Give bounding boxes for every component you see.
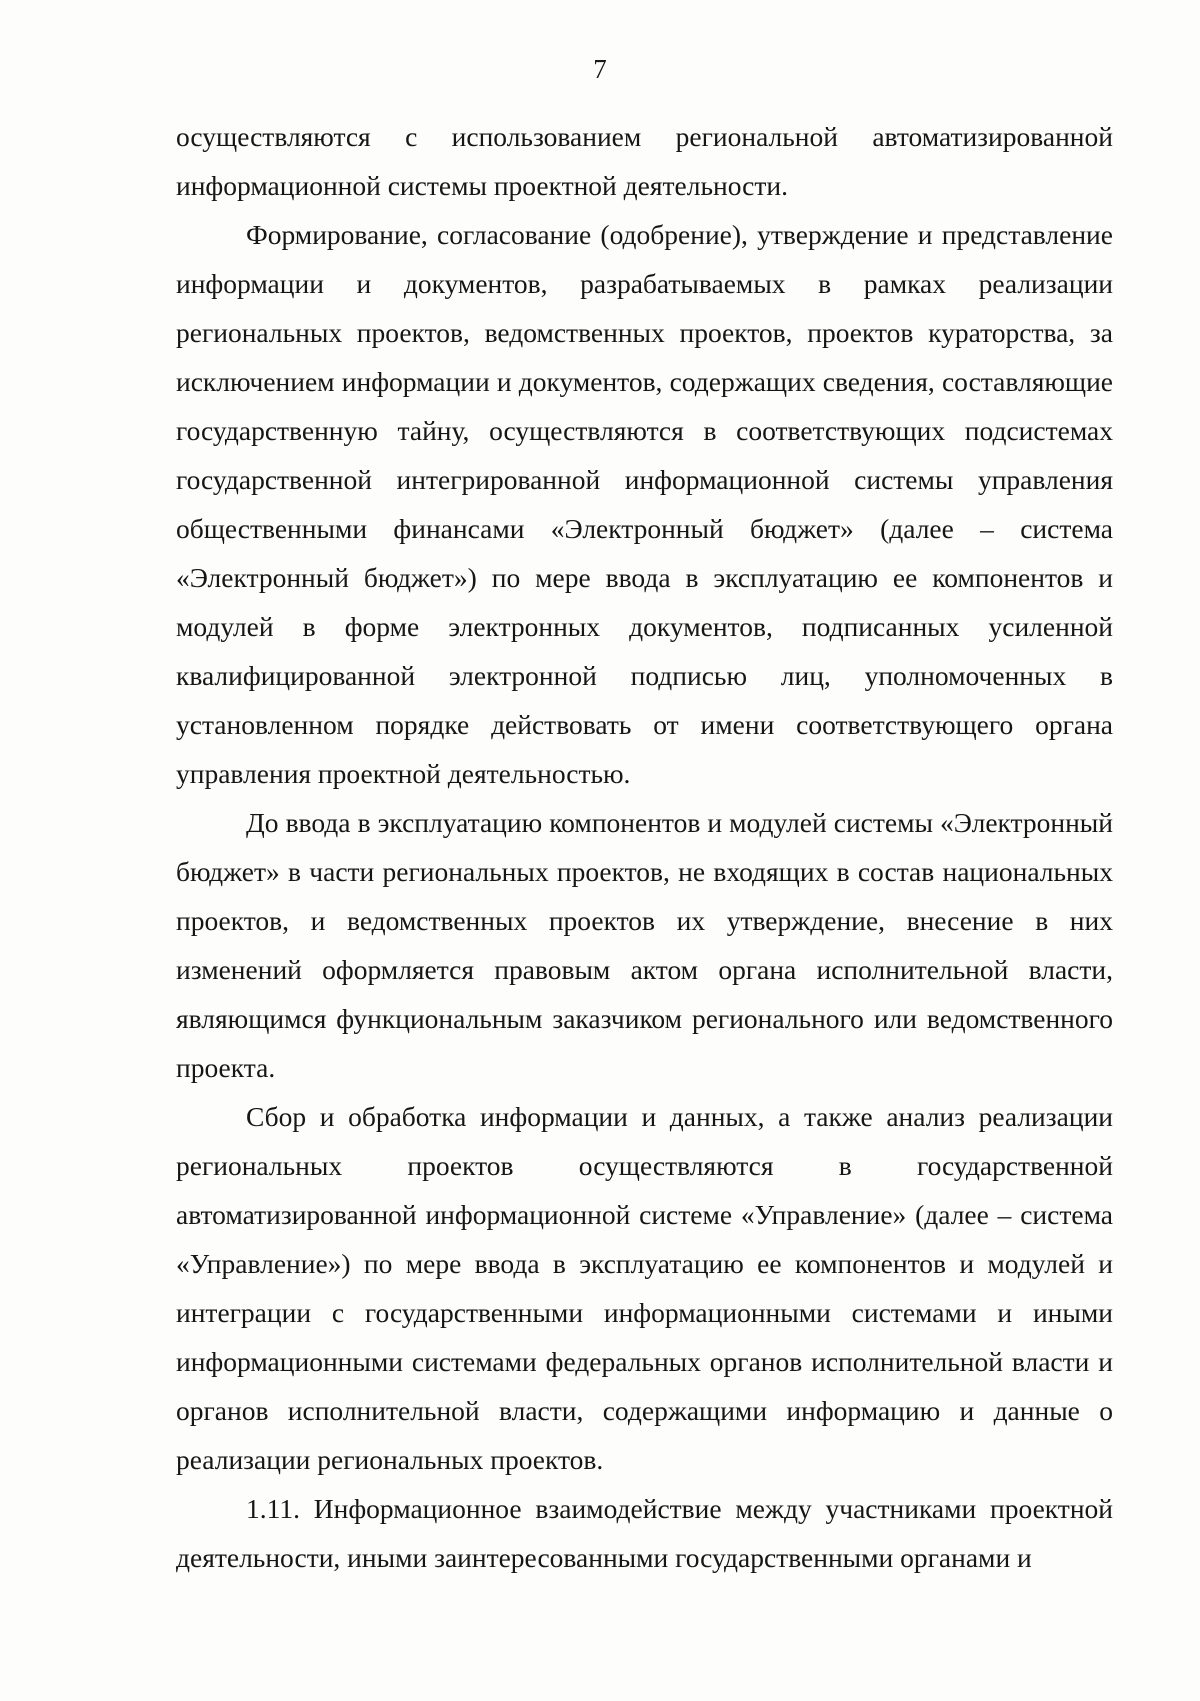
paragraph-section-1-11: 1.11. Информационное взаимодействие между участниками проектной деятельности, иными заинтересованными государственными органами и: [176, 1493, 1113, 1573]
paragraph-electronic-budget: Формирование, согласование (одобрение), утверждение и представление информации и документов, разрабатываемых в рамках реализации региональных проектов, ведомственных проектов, проектов кураторства, за исключением информации и документов, содержащих сведения, составляющие государственную тайну, осуществляются в соответствующих подсистемах государственной интегрированной информационной системы управления общественными финансами «Электронный бюджет» (далее – система «Электронный бюджет») по мере ввода в эксплуатацию ее компонентов и модулей в форме электронных документов, подписанных усиленной квалифицированной электронной подписью лиц, уполномоченных в установленном порядке действовать от имени соответствующего органа управления проектной деятельностью.: [176, 219, 1113, 789]
paragraph-continuation: осуществляются с использованием региональной автоматизированной информационной системы проектной деятельности.: [176, 121, 1113, 201]
page-number: 7: [593, 54, 607, 84]
paragraph-upravlenie-system: Сбор и обработка информации и данных, а также анализ реализации региональных проектов осуществляются в государственной автоматизированной информационной системе «Управление» (далее – система «Управление») по мере ввода в эксплуатацию ее компонентов и модулей и интеграции с государственными информационными системами и иными информационными системами федеральных органов исполнительной власти и органов исполнительной власти, содержащими информацию и данные о реализации региональных проектов.: [176, 1101, 1113, 1475]
document-body: [176, 112, 1113, 1582]
paragraph-before-commissioning: До ввода в эксплуатацию компонентов и модулей системы «Электронный бюджет» в части региональных проектов, не входящих в состав национальных проектов, и ведомственных проектов их утверждение, внесение в них изменений оформляется правовым актом органа исполнительной власти, являющимся функциональным заказчиком регионального или ведомственного проекта.: [176, 807, 1113, 1083]
